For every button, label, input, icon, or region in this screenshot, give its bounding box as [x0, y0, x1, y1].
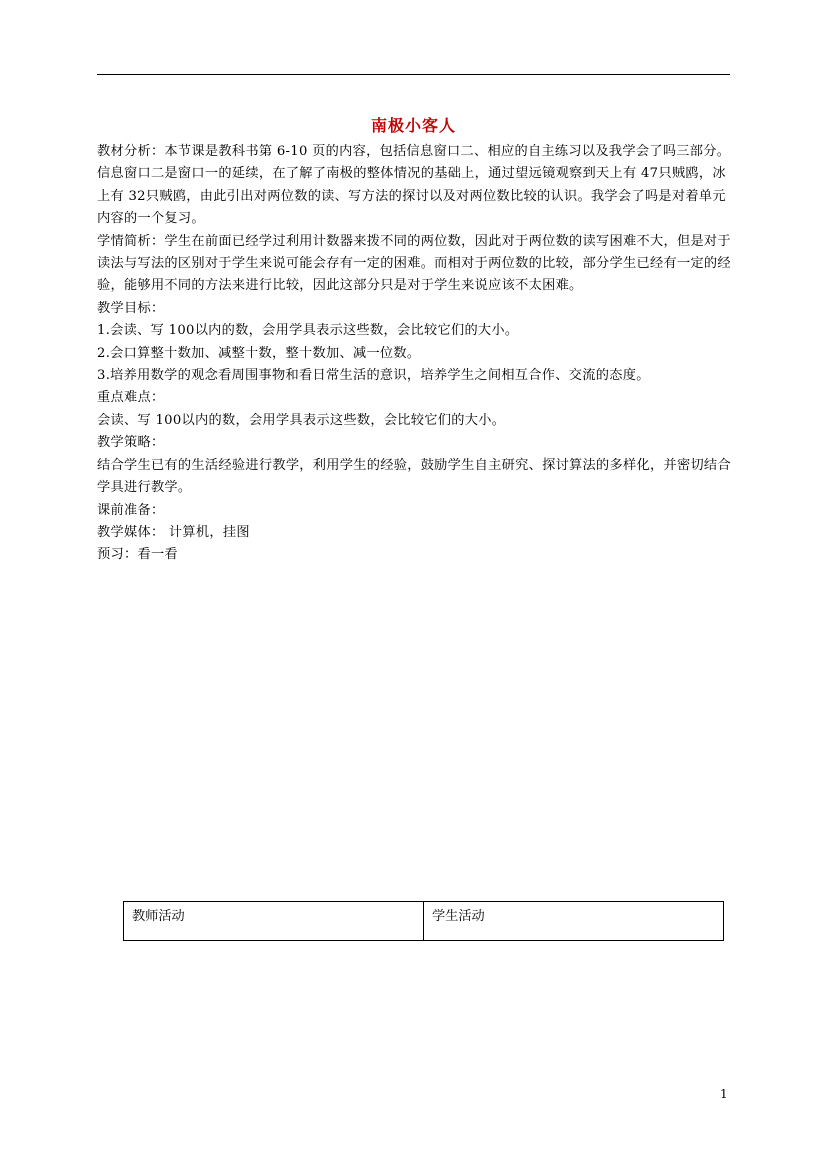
paragraph-textbook-analysis: 教材分析：本节课是教科书第 6-10 页的内容，包括信息窗口二、相应的自主练习以及我学会了吗三部分。信息窗口二是窗口一的延续，在了解了南极的整体情况的基础上，通过望远镜观察到天上有 47只贼鸥，冰上有 32只贼鸥，由此引出对两位数的读、写方法的探讨以及对两位数比较的认识。我学会了吗是对着单元内容的一个复习。 — [97, 144, 731, 227]
document-title: 南极小客人 — [370, 116, 456, 135]
goal-item-2: 2.会口算整十数加、减整十数，整十数加、减一位数。 — [97, 345, 421, 361]
heading-key-points: 重点难点： — [97, 390, 165, 406]
activity-table — [123, 901, 724, 941]
paragraph-teaching-strategy: 结合学生已有的生活经验进行教学，利用学生的经验，鼓励学生自主研究、探讨算法的多样化，并密切结合学具进行教学。 — [97, 457, 731, 496]
heading-teaching-goals: 教学目标： — [97, 300, 165, 316]
heading-preparation: 课前准备： — [97, 502, 165, 518]
document-body — [97, 141, 737, 567]
paragraph-teaching-media: 教学媒体： 计算机，挂图 — [97, 524, 250, 540]
paragraph-preview: 预习：看一看 — [97, 547, 178, 563]
student-activity-header: 学生活动 — [424, 902, 724, 941]
heading-teaching-strategy: 教学策略： — [97, 435, 165, 451]
table-row — [124, 902, 724, 941]
goal-item-1: 1.会读、写 100以内的数，会用学具表示这些数，会比较它们的大小。 — [97, 323, 519, 339]
paragraph-learner-analysis: 学情简析：学生在前面已经学过利用计数器来拨不同的两位数，因此对于两位数的读写困难不大，但是对于读法与写法的区别对于学生来说可能会存有一定的困难。而相对于两位数的比较，部分学生已经有一定的经验，能够用不同的方法来进行比较，因此这部分只是对于学生来说应该不太困难。 — [97, 233, 731, 294]
header-rule — [97, 74, 730, 75]
teacher-activity-header: 教师活动 — [124, 902, 424, 941]
page-number: 1 — [720, 1087, 728, 1101]
goal-item-3: 3.培养用数学的观念看周围事物和看日常生活的意识，培养学生之间相互合作、交流的态度。 — [97, 368, 650, 384]
paragraph-key-points: 会读、写 100以内的数，会用学具表示这些数，会比较它们的大小。 — [97, 412, 506, 428]
